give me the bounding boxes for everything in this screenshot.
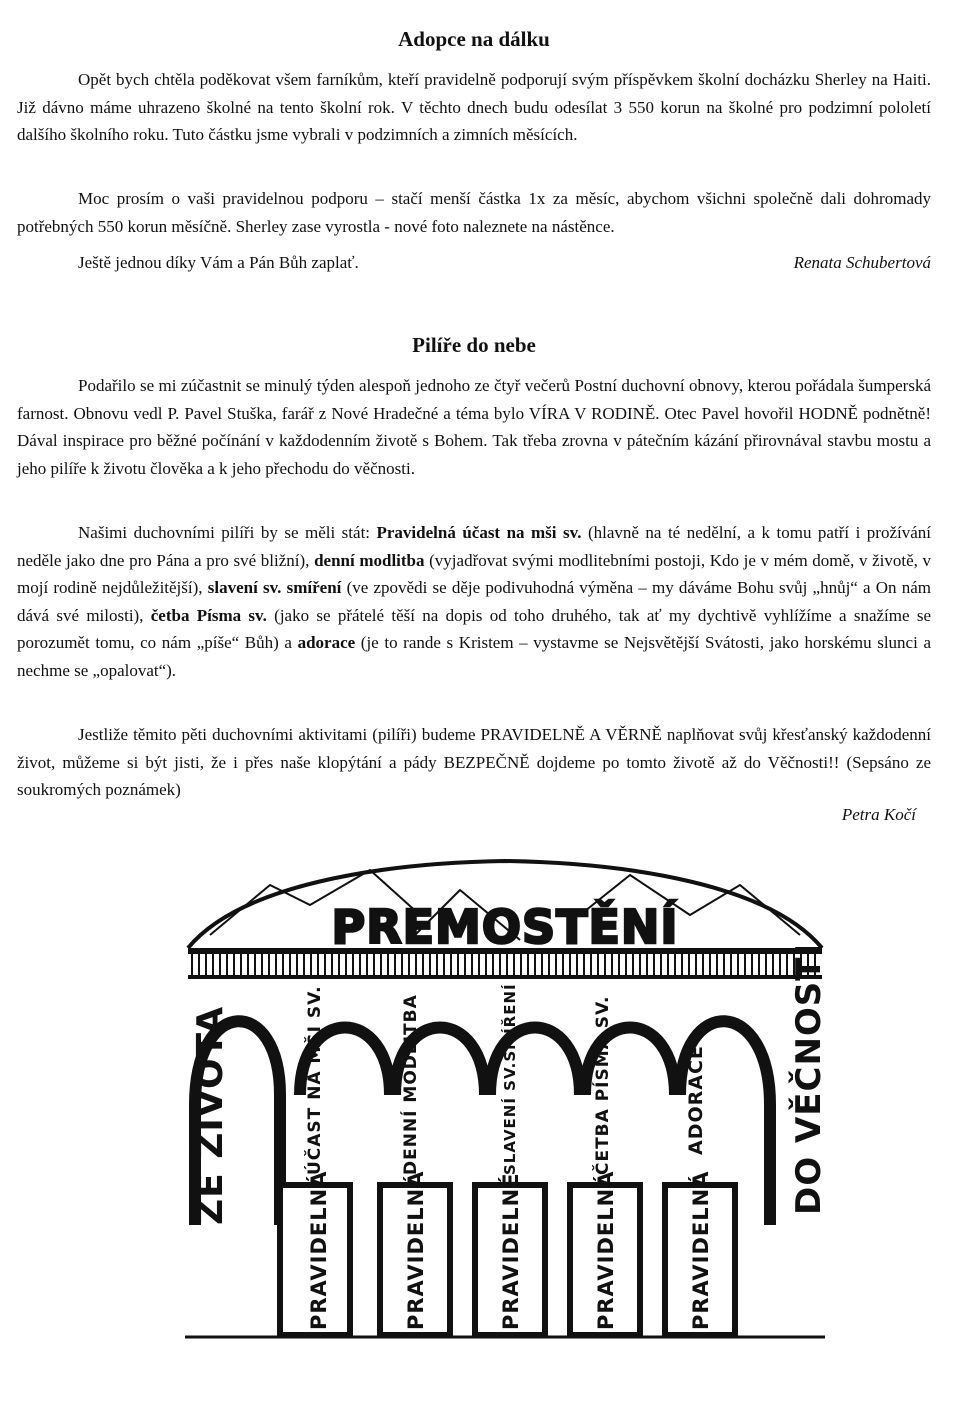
p2-bold-cetba: četba Písma sv. <box>150 605 267 625</box>
pilire-paragraph-3: Jestliže těmito pěti duchovními aktivitami (pilíři) budeme PRAVIDELNĚ A VĚRNĚ naplňovat svůj křesťanský každodenní život, můžeme si být jisti, že i přes naše klopýtání a pády BEZPEČNĚ dojdeme po tomto životě až do Věčnosti!! (Sepsáno ze soukromých poznámek) <box>17 725 931 799</box>
pillar-base-label-5: PRAVIDELNÁ <box>689 1170 713 1330</box>
p2-bold-smireni: slavení sv. smíření <box>207 578 342 597</box>
pillar-base-label-2: PRAVIDELNÁ <box>404 1170 428 1330</box>
pillar-top-label-3: SLAVENÍ SV.SMÍŘENÍ <box>501 983 519 1175</box>
adopce-paragraph-2: Moc prosím o vaši pravidelnou podporu – stačí menší částka 1x za měsíc, abychom všichni společně dali dohromady potřebných 550 korun měsíčně. Sherley zase vyrostla - nové foto naleznete na nástěnce. <box>17 189 931 236</box>
adopce-author: Renata Schubertová <box>793 253 931 272</box>
p2-bold-modlitba: denní modlitba <box>314 550 425 570</box>
pillar-base-label-4: PRAVIDELNÁ <box>594 1170 618 1330</box>
p2-text: (jako se přátelé těší na dopis od toho druhého, tak ať my dychtivě vyhlížíme a snažíme se porozumět tomu, co nám „píše“ Bůh) a <box>17 605 931 652</box>
pillar-top-label-2: DENNÍ MODLITBA <box>401 994 421 1175</box>
p2-text: (hlavně na té nedělní, a k tomu patří i prožívání neděle jako dne pro Pána a pro své bližní), <box>17 523 931 570</box>
pilire-author: Petra Kočí <box>841 805 916 824</box>
pillar-base-label-3: PRAVIDELNÉ <box>499 1172 523 1330</box>
pillar-top-label-4: ČETBA PÍSMA SV. <box>593 995 613 1175</box>
pillar-top-label-5: ADORACE <box>685 1045 707 1155</box>
banner-text: PREMOSTĚNÍ <box>331 900 679 954</box>
p2-text: (ve zpovědi se děje podivuhodná výměna – my dáváme Bohu svůj „hnůj“ a On nám dává své milosti), <box>17 578 932 625</box>
pilire-paragraph-2 <box>17 519 931 684</box>
right-label: DO VĚČNOSTI <box>789 942 829 1215</box>
left-label: ZE ŽIVOTA <box>190 1005 231 1225</box>
p2-text: (je to rande s Kristem – vystavme se Nejsvětější Svátosti, jako horskému slunci a nechme se „opalovat“). <box>17 633 931 680</box>
p2-text: Našimi duchovními pilíři by se měli stát: <box>78 523 377 542</box>
bridge-drawing <box>180 845 830 1345</box>
pillar-top-label-1: ÚČAST NA MŠI SV. <box>305 985 325 1175</box>
adopce-thanks: Ještě jednou díky Vám a Pán Bůh zaplať. <box>78 253 359 272</box>
p2-text: (vyjadřovat svými modlitebními postoji, Kdo je v mém domě, v životě, v mojí rodině nejdůležitější), <box>17 550 931 597</box>
adopce-paragraph-1: Opět bych chtěla poděkovat všem farníkům, kteří pravidelně podporují svým příspěvkem školní docházku Sherley na Haiti. Již dávno máme uhrazeno školné na tento školní rok. V těchto dnech budu odesílat 3 550 korun na školné pro podzimní pololetí dalšího školního roku. Tuto částku jsme vybrali v podzimních a zimních měsících. <box>17 70 931 144</box>
article-title-adopce: Adopce na dálku <box>398 27 550 51</box>
pilire-paragraph-1: Podařilo se mi zúčastnit se minulý týden alespoň jednoho ze čtyř večerů Postní duchovní obnovy, kterou pořádala šumperská farnost. Obnovu vedl P. Pavel Stuška, farář z Nové Hradečné a téma bylo VÍRA V RODINĚ. Otec Pavel hovořil HODNĚ podnětně! Dával inspirace pro běžné počínání v každodenním životě s Bohem. Tak třeba zrovna v pátečním kázání přirovnával stavbu mostu a jeho pilíře k životu člověka a k jeho přechodu do věčnosti. <box>17 376 931 478</box>
p2-bold-adorace: adorace <box>297 633 356 652</box>
article-title-pilire: Pilíře do nebe <box>412 333 536 357</box>
pillar-base-label-1: PRAVIDELNÁ <box>307 1170 331 1330</box>
p2-bold-mse: Pravidelná účast na mši sv. <box>376 523 582 542</box>
